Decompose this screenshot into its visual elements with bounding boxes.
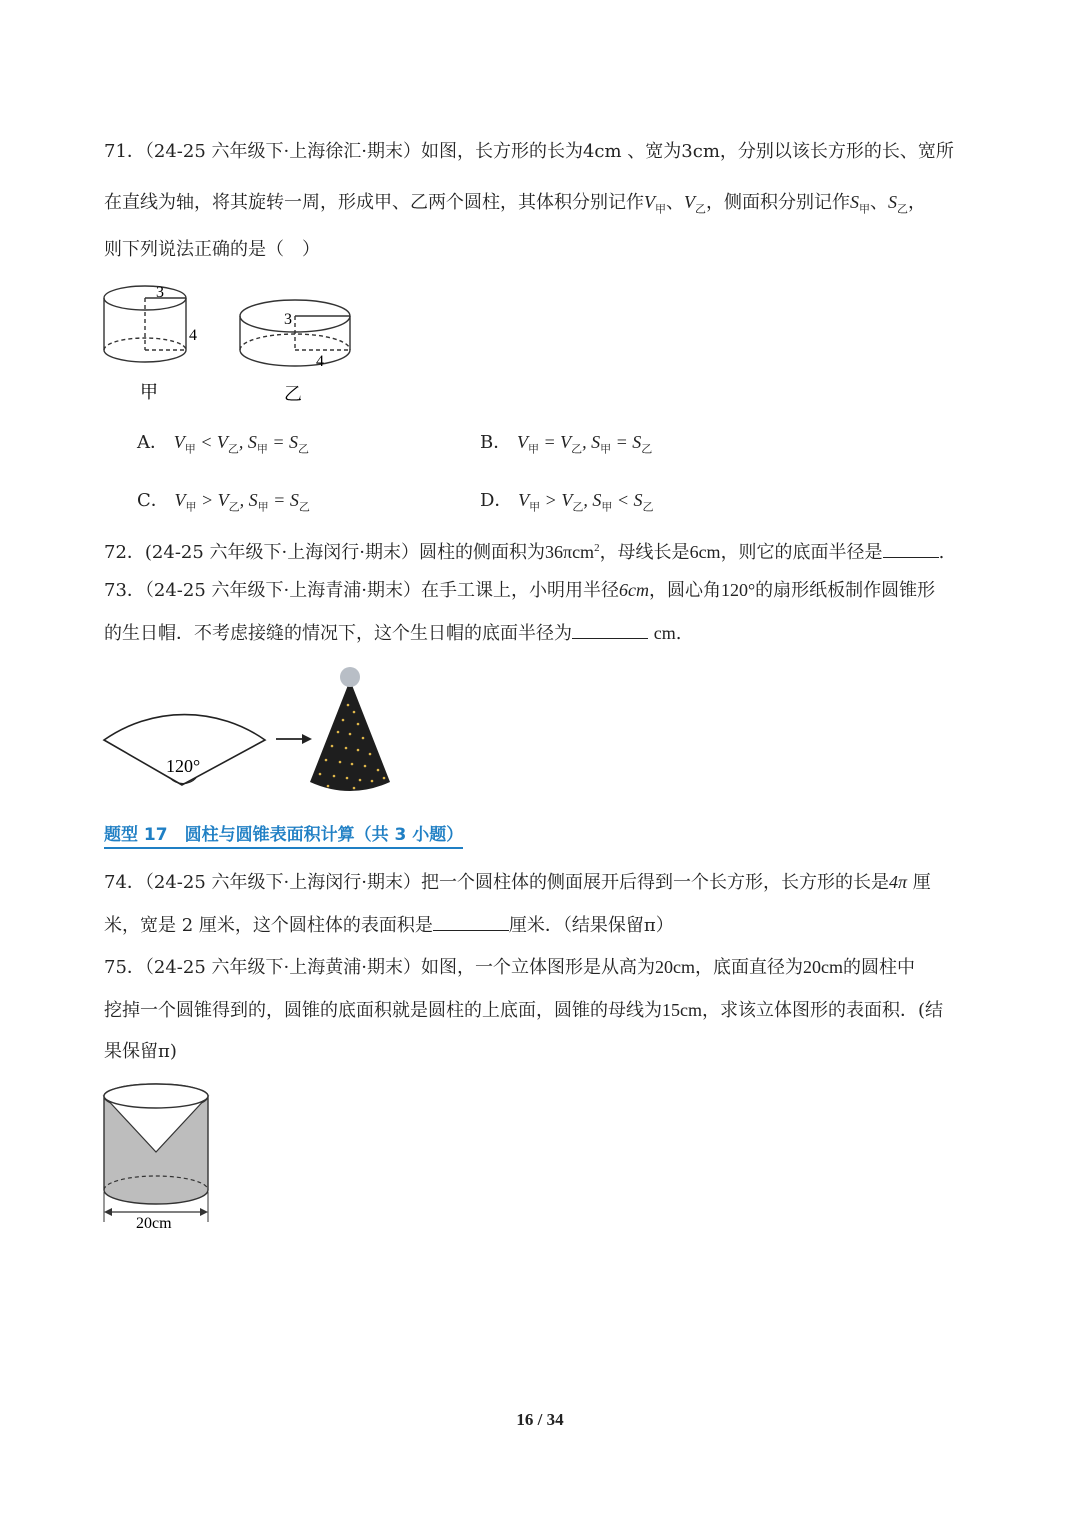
q71-option-c[interactable]: C． $V_甲 > V_乙$, $S_甲 = S_乙$	[137, 490, 310, 514]
q73-line2: 的生日帽．不考虑接缝的情况下，这个生日帽的底面半径为 cm.	[104, 620, 984, 646]
q72-answer-blank[interactable]	[883, 539, 939, 558]
jia-label: 甲	[140, 382, 158, 402]
q71-line1: 71．（24-25 六年级下·上海徐汇·期末）如图，长方形的长为4cm 、宽为3cm，分别以该长方形的长、宽所	[104, 141, 954, 162]
q71-line3: 则下列说法正确的是（ ）	[104, 239, 320, 260]
hat-pompom	[340, 667, 360, 687]
cylinder-jia	[104, 286, 186, 362]
q74-line2: 米，宽是 2 厘米，这个圆柱体的表面积是 厘米．（结果保留π）	[104, 912, 984, 938]
q75-line2: 挖掉一个圆锥得到的，圆锥的底面积就是圆柱的上底面，圆锥的母线为15cm，求该立体图形的表面积．(结	[104, 1000, 944, 1021]
q71-option-a[interactable]: A． $V_甲 < V_乙$, $S_甲 = S_乙$	[137, 432, 310, 456]
sector-angle-label: 120°	[166, 756, 201, 776]
q75-cylinder-cone-figure	[98, 1082, 218, 1232]
cylinder-yi	[240, 300, 350, 366]
arrow-right-icon	[302, 734, 312, 744]
q73-line1: 73．（24-25 六年级下·上海青浦·期末）在手工课上，小明用半径6cm，圆心角120°的扇形纸板制作圆锥形	[104, 580, 936, 601]
q72-line: 72．(24-25 六年级下·上海闵行·期末）圆柱的侧面积为36πcm$^2$，母线长是6cm，则它的底面半径是 .	[104, 536, 984, 565]
q75-line1: 75．（24-25 六年级下·上海黄浦·期末）如图，一个立体图形是从高为20cm，底面直径为20cm的圆柱中	[104, 957, 915, 978]
q74-answer-blank[interactable]	[433, 912, 509, 931]
jia-radius-label: 3	[156, 284, 164, 301]
q71-option-b[interactable]: B． $V_甲 = V_乙$, $S_甲 = S_乙$	[480, 432, 653, 456]
q73-answer-blank[interactable]	[572, 620, 648, 639]
q73-sector-hat-figure	[100, 660, 430, 810]
q75-line3: 果保留π)	[104, 1041, 177, 1062]
q71-line2: 在直线为轴，将其旋转一周，形成甲、乙两个圆柱，其体积分别记作$V_甲$、$V_乙$，侧面积分别记作$S_甲$、$S_乙$，	[104, 192, 926, 216]
birthday-hat	[310, 680, 390, 782]
diameter-label: 20cm	[136, 1215, 172, 1232]
q74-line1: 74．（24-25 六年级下·上海闵行·期末）把一个圆柱体的侧面展开后得到一个长方形，长方形的长是4π 厘	[104, 872, 931, 893]
page-number: 16 / 34	[516, 1410, 564, 1429]
yi-height-label: 4	[316, 353, 324, 370]
section-heading[interactable]: 题型 17 圆柱与圆锥表面积计算（共 3 小题）	[104, 824, 463, 849]
yi-label: 乙	[284, 384, 302, 404]
jia-height-label: 4	[189, 327, 197, 344]
q71-option-d[interactable]: D． $V_甲 > V_乙$, $S_甲 < S_乙$	[480, 490, 654, 514]
yi-radius-label: 3	[284, 311, 292, 328]
q71-cylinders-figure	[96, 278, 366, 408]
